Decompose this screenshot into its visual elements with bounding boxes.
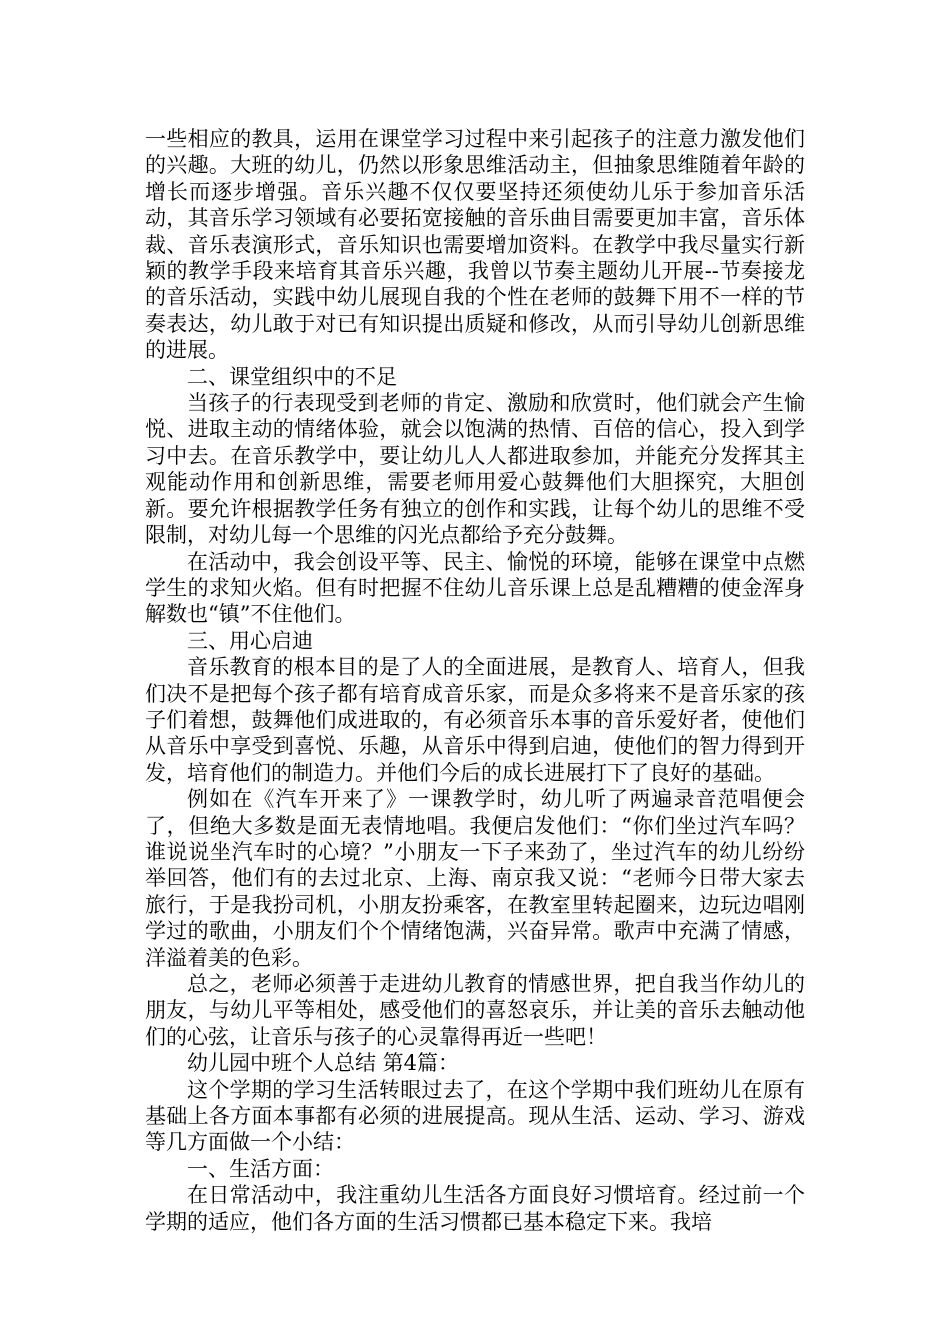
section-heading-2: 二、课堂组织中的不足 [187,364,397,389]
section-heading-3: 三、用心启迪 [187,628,313,653]
section-heading-1: 一、生活方面： [187,1156,334,1181]
paragraph: 这个学期的学习生活转眼过去了，在这个学期中我们班幼儿在原有基础上各方面本事都有必须的进展提高。现从生活、运动、学习、游戏等几方面做一个小结： [145,1077,805,1155]
document-body [145,126,805,1235]
paragraph: 在日常活动中，我注重幼儿生活各方面良好习惯培育。经过前一个学期的适应，他们各方面的生活习惯都已基本稳定下来。我培 [145,1183,805,1234]
paragraph: 在活动中，我会创设平等、民主、愉悦的环境，能够在课堂中点燃学生的求知火焰。但有时把握不住幼儿音乐课上总是乱糟糟的使金浑身解数也“镇”不住他们。 [145,549,805,627]
paragraph: 例如在《汽车开来了》一课教学时，幼儿听了两遍录音范唱便会了，但绝大多数是面无表情地唱。我便启发他们：“你们坐过汽车吗？谁说说坐汽车时的心境？”小朋友一下子来劲了，坐过汽车的幼儿纷纷举回答，他们有的去过北京、上海、南京我又说：“老师今日带大家去旅行，于是我扮司机，小朋友扮乘客，在教室里转起圈来，边玩边唱刚学过的歌曲，小朋友们个个情绪饱满，兴奋异常。歌声中充满了情感，洋溢着美的色彩。 [145,787,805,970]
paragraph-continuation: 一些相应的教具，运用在课堂学习过程中来引起孩子的注意力激发他们的兴趣。大班的幼儿，仍然以形象思维活动主，但抽象思维随着年龄的增长而逐步增强。音乐兴趣不仅仅要坚持还须使幼儿乐于参加音乐活动，其音乐学习领域有必要拓宽接触的音乐曲目需要更加丰富，音乐体裁、音乐表演形式，音乐知识也需要增加资料。在教学中我尽量实行新颖的教学手段来培育其音乐兴趣，我曾以节奏主题幼儿开展--节奏接龙的音乐活动，实践中幼儿展现自我的个性在老师的鼓舞下用不一样的节奏表达，幼儿敢于对已有知识提出质疑和修改，从而引导幼儿创新思维的进展。 [145,127,805,363]
paragraph: 当孩子的行表现受到老师的肯定、激励和欣赏时，他们就会产生愉悦、进取主动的情绪体验，就会以饱满的热情、百倍的信心，投入到学习中去。在音乐教学中，要让幼儿人人都进取参加，并能充分发挥其主观能动作用和创新思维，需要老师用爱心鼓舞他们大胆探究，大胆创新。要允许根据教学任务有独立的创作和实践，让每个幼儿的思维不受限制，对幼儿每一个思维的闪光点都给予充分鼓舞。 [145,391,805,548]
paragraph: 总之，老师必须善于走进幼儿教育的情感世界，把自我当作幼儿的朋友，与幼儿平等相处，感受他们的喜怒哀乐，并让美的音乐去触动他们的心弦，让音乐与孩子的心灵靠得再近一些吧！ [145,972,805,1049]
article-title: 幼儿园中班个人总结 第4篇： [187,1051,460,1076]
paragraph: 音乐教育的根本目的是了人的全面进展，是教育人、培育人，但我们决不是把每个孩子都有培育成音乐家，而是众多将来不是音乐家的孩子们着想，鼓舞他们成进取的，有必须音乐本事的音乐爱好者，使他们从音乐中享受到喜悦、乐趣，从音乐中得到启迪，使他们的智力得到开发，培育他们的制造力。并他们今后的成长进展打下了良好的基础。 [145,655,805,785]
